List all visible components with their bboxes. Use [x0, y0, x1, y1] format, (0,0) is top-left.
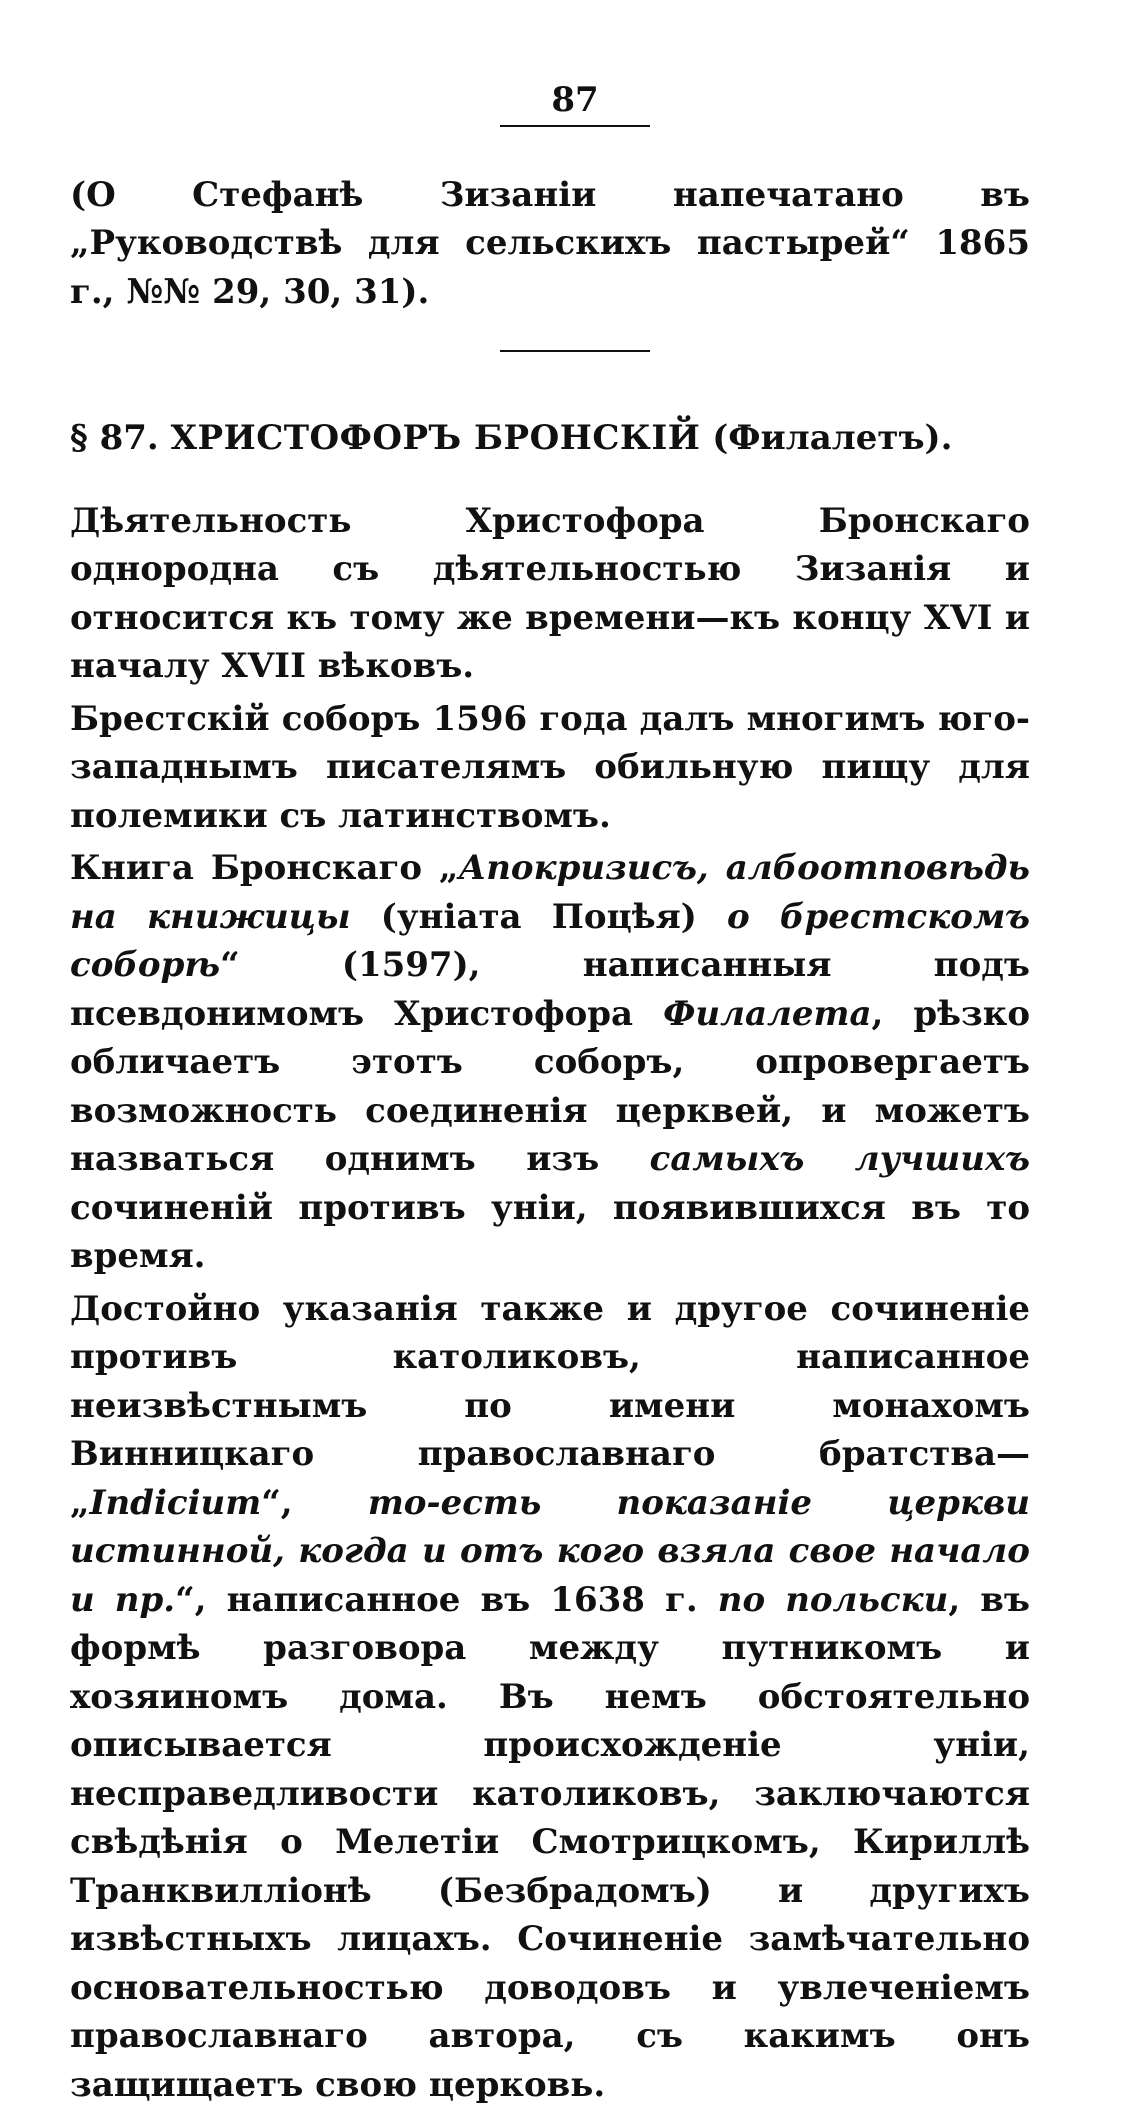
book-page [70, 80, 1030, 2109]
p3-italic-subtitle: о брестскомъ соборѣ [70, 896, 1030, 986]
p3-text-4: , рѣзко обличаетъ этотъ соборъ, опровергаетъ возможность соединенія церквей, и можетъ назваться однимъ изъ [70, 993, 1030, 1180]
header-rule [500, 125, 650, 127]
page-number: 87 [551, 80, 599, 120]
p3-text-5: сочиненій противъ уніи, появившихся въ то время. [70, 1187, 1030, 1277]
paragraph-4 [70, 1285, 1030, 2109]
paragraph-1: Дѣятельность Христофора Бронскаго однородна съ дѣятельностью Зизанія и относится къ тому же времени—къ концу XVI и началу XVII вѣковъ. [70, 500, 1030, 687]
p4-text-3: “, написанное въ 1638 г. [175, 1579, 718, 1620]
source-note: (О Стефанѣ Зизаніи напечатано въ „Руководствѣ для сельскихъ пастырей“ 1865 г., №№ 29, 30, 31). [70, 174, 1030, 312]
p3-text-3: “ (1597), написанныя подъ псевдонимомъ Христофора [70, 945, 1030, 1034]
p3-italic-title: Апокризисъ, албоотповѣдь на книжицы [70, 848, 1030, 937]
p4-italic-title: Indicium [89, 1482, 262, 1523]
section-divider [500, 350, 650, 352]
p4-italic-language: по польски [717, 1579, 949, 1620]
section-mark: § 87. [70, 418, 159, 459]
paragraph-3 [70, 844, 1030, 1281]
p3-italic-pseudonym: Филалета [663, 993, 872, 1034]
p3-text-1: Книга Бронскаго „ [70, 848, 459, 889]
p3-italic-emphasis: самыхъ лучшихъ [649, 1139, 1030, 1180]
p4-italic-subtitle: то-есть показаніе церкви истинной, когда и отъ кого взяла свое начало и пр. [70, 1482, 1031, 1620]
p3-text-2: (уніата Поцѣя) [350, 896, 728, 937]
p4-text-1: Достойно указанія также и другое сочиненіе противъ католиковъ, написанное неизвѣстнымъ по имени монахомъ Винницкаго православнаго братства—„ [70, 1288, 1030, 1523]
paragraph-2: Брестскій соборъ 1596 года далъ многимъ юго-западнымъ писателямъ обильную пищу для полемики съ латинствомъ. [70, 698, 1030, 836]
p4-text-2: “, [261, 1482, 368, 1523]
section-heading [70, 414, 1030, 463]
p4-text-4: , въ формѣ разговора между путникомъ и хозяиномъ дома. Въ немъ обстоятельно описывается происхожденіе уніи, несправедливости католиковъ, заключаются свѣдѣнія о Мелетіи Смотрицкомъ, Кириллѣ Транквилліонѣ (Безбрадомъ) и другихъ извѣстныхъ лицахъ. Сочиненіе замѣчательно основательностью доводовъ и увлеченіемъ православнаго автора, съ какимъ онъ защищаетъ свою церковь. [70, 1579, 1030, 2105]
section-alias: (Филалетъ). [712, 418, 953, 459]
section-name: ХРИСТОФОРЪ БРОНСКІЙ [170, 418, 701, 459]
